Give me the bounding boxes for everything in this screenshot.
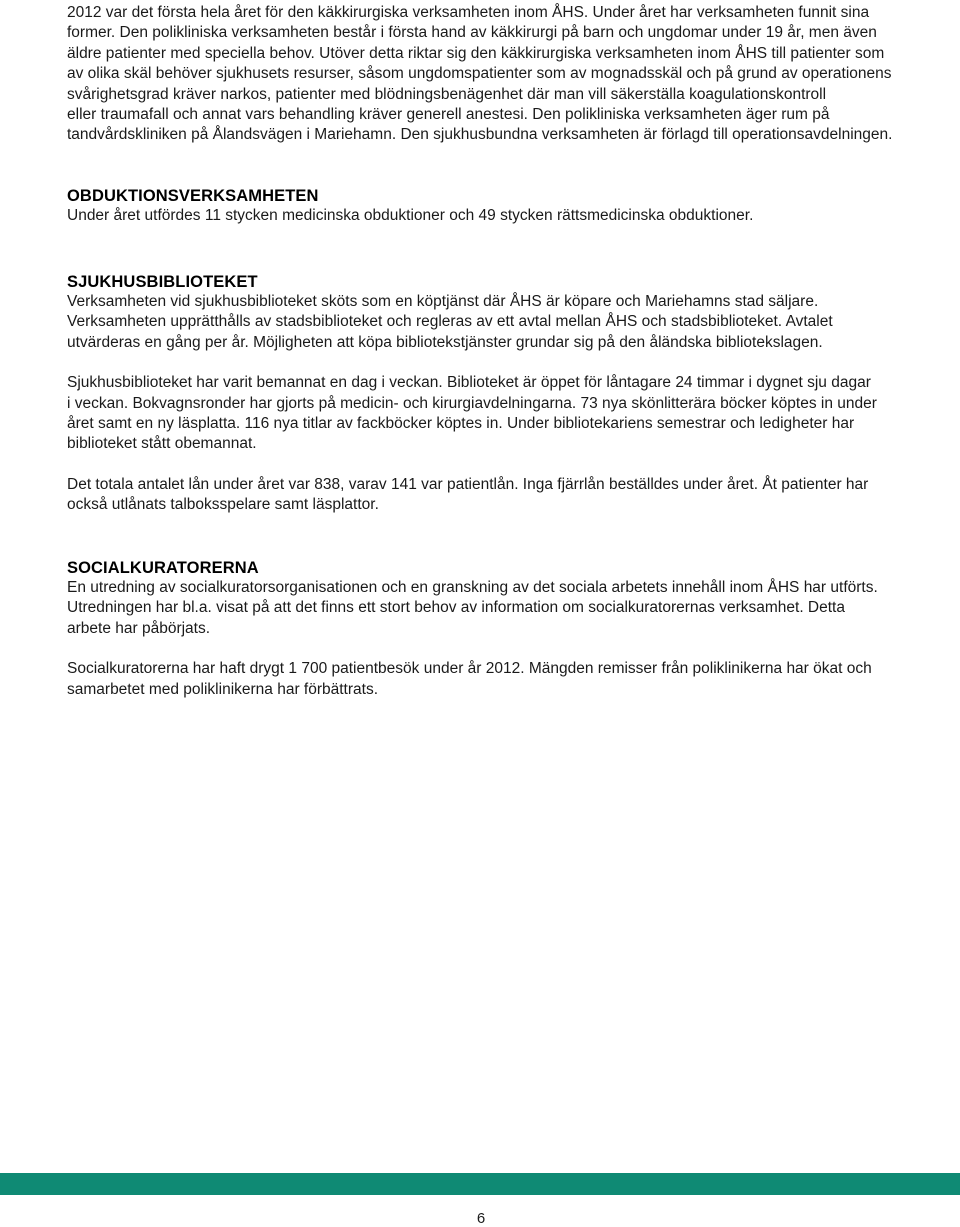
paragraph-line: Det totala antalet lån under året var 838, varav 141 var patientlån. Inga fjärrlån beställdes under året. Åt patienter har <box>67 475 869 493</box>
section-paragraph <box>67 578 878 639</box>
paragraph-line: Utredningen har bl.a. visat på att det finns ett stort behov av information om socialkuratorernas verksamhet. Detta <box>67 599 845 617</box>
section-sjukhusbibliotek <box>67 272 877 516</box>
paragraph-line: biblioteket stått obemannat. <box>67 435 257 453</box>
section-heading: OBDUKTIONSVERKSAMHETEN <box>67 187 319 205</box>
paragraph-line: utvärderas en gång per år. Möjligheten att köpa bibliotekstjänster grundar sig på den åländska bibliotekslagen. <box>67 333 823 351</box>
paragraph-line: Socialkuratorerna har haft drygt 1 700 patientbesök under år 2012. Mängden remisser från poliklinikerna har ökat och <box>67 660 872 678</box>
paragraph-line: Sjukhusbiblioteket har varit bemannat en dag i veckan. Biblioteket är öppet för låntagare 24 timmar i dygnet sju dagar <box>67 374 871 392</box>
footer-accent-bar <box>0 1173 960 1195</box>
section-paragraph <box>67 475 877 516</box>
section-heading: SJUKHUSBIBLIOTEKET <box>67 273 258 291</box>
paragraph-line: arbete har påbörjats. <box>67 619 211 637</box>
intro-paragraph <box>67 3 927 146</box>
page-number <box>0 1210 960 1227</box>
intro-line: äldre patienter med speciella behov. Utöver detta riktar sig den käkkirurgiska verksamheten inom ÅHS till patienter som <box>67 44 885 62</box>
paragraph-line: Verksamheten upprätthålls av stadsbiblioteket och regleras av ett avtal mellan ÅHS och stadsbiblioteket. Avtalet <box>67 313 833 331</box>
section-paragraph <box>67 292 877 353</box>
section-heading: SOCIALKURATORERNA <box>67 559 259 577</box>
section-paragraph <box>67 659 878 700</box>
paragraph-line: Under året utfördes 11 stycken medicinska obduktioner och 49 stycken rättsmedicinska obduktioner. <box>67 207 754 224</box>
paragraph-line: året samt en ny läsplatta. 116 nya titlar av fackböcker köptes in. Under bibliotekariens semestrar och ledigheter har <box>67 415 855 433</box>
intro-line: former. Den polikliniska verksamheten består i första hand av käkkirurgi på barn och ungdomar under 19 år, men även <box>67 24 877 42</box>
paragraph-line: i veckan. Bokvagnsronder har gjorts på medicin- och kirurgiavdelningarna. 73 nya skönlitterära böcker köptes in under <box>67 394 877 412</box>
section-socialkuratorerna <box>67 558 878 700</box>
intro-line: tandvårdskliniken på Ålandsvägen i Mariehamn. Den sjukhusbundna verksamheten är förlagd till operationsavdelningen. <box>67 126 893 144</box>
paragraph-line: också utlånats talboksspelare samt läsplattor. <box>67 496 379 514</box>
paragraph-line: samarbetet med poliklinikerna har förbättrats. <box>67 680 379 698</box>
section-obduktion <box>67 186 753 226</box>
document-page <box>67 0 927 698</box>
intro-line: av olika skäl behöver sjukhusets resurser, såsom ungdomspatienter som av mognadsskäl och på grund av operationens <box>67 65 892 83</box>
section-paragraph <box>67 206 753 226</box>
paragraph-line: Verksamheten vid sjukhusbiblioteket sköts som en köptjänst där ÅHS är köpare och Mariehamns stad säljare. <box>67 293 819 310</box>
page-number-text: 6 <box>476 1210 486 1227</box>
intro-line: svårighetsgrad kräver narkos, patienter med blödningsbenägenhet där man vill säkerställa koagulationskontroll <box>67 85 827 103</box>
section-paragraph <box>67 373 877 455</box>
intro-line: eller traumafall och annat vars behandling kräver generell anestesi. Den polikliniska verksamheten äger rum på <box>67 106 830 124</box>
paragraph-line: En utredning av socialkuratorsorganisationen och en granskning av det sociala arbetets innehåll inom ÅHS har utförts. <box>67 579 878 596</box>
intro-line: 2012 var det första hela året för den käkkirurgiska verksamheten inom ÅHS. Under året har verksamheten funnit sina <box>67 4 870 21</box>
